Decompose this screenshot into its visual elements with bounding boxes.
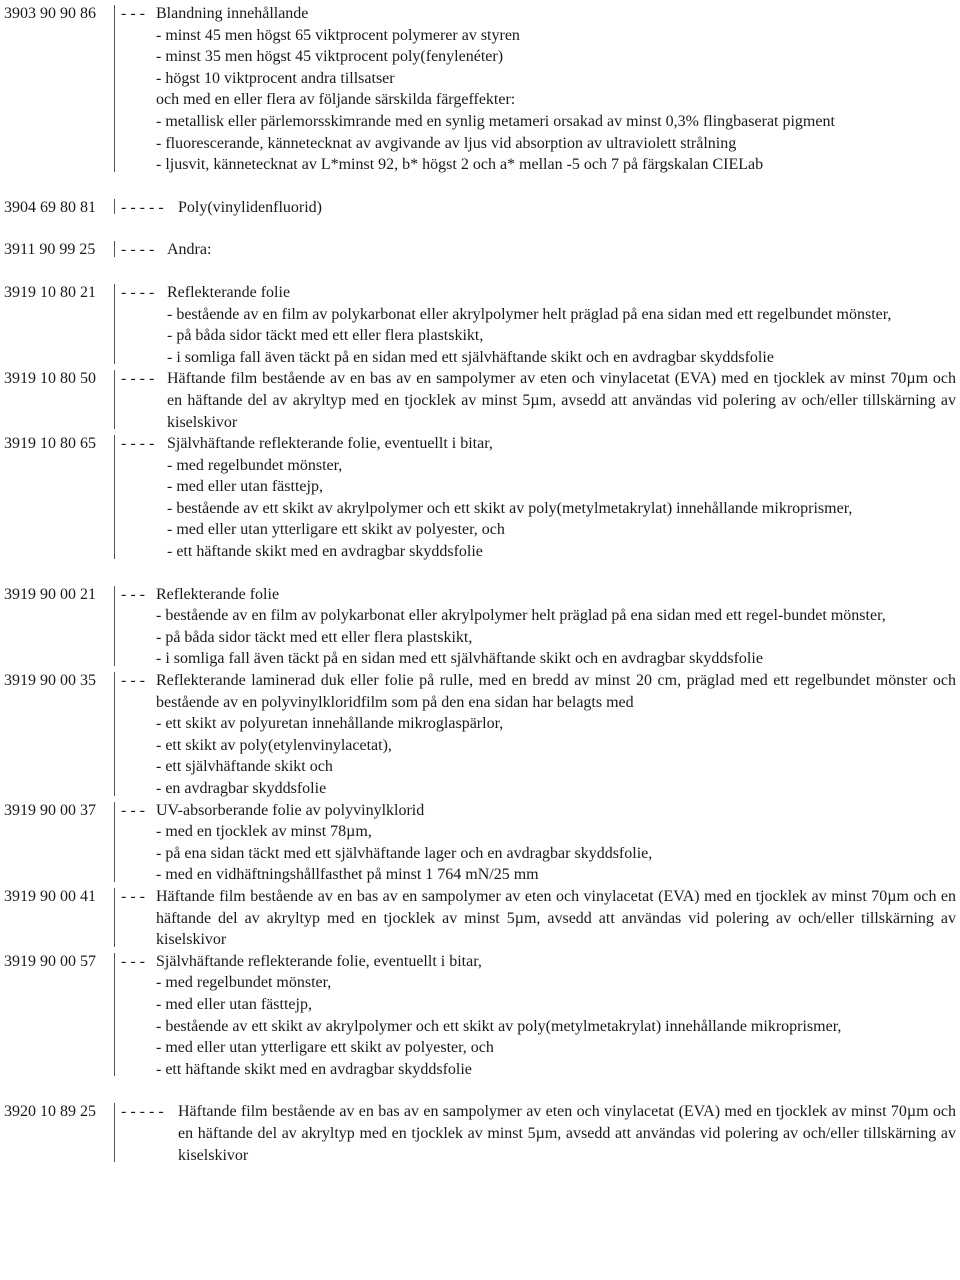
description [167, 368, 956, 433]
description [156, 800, 956, 886]
description [167, 239, 956, 261]
spacer [0, 218, 960, 239]
tariff-entry [0, 197, 960, 219]
description-line: - minst 45 men högst 65 viktprocent polymerer av styren [156, 26, 520, 44]
spacer [0, 1080, 960, 1101]
description-line: - i somliga fall även täckt på en sidan med ett självhäftande skikt och en avdragbar skyddsfolie [156, 650, 763, 668]
cn-code: 3919 90 00 41 [4, 887, 96, 905]
spacer [0, 176, 960, 197]
description-line: - med eller utan fästtejp, [156, 995, 312, 1013]
description-line: - med en vidhäftningshållfasthet på minst 1 764 mN/25 mm [156, 866, 539, 884]
tariff-entry [0, 951, 960, 1081]
cn-code: 3919 90 00 21 [4, 585, 96, 603]
description-line: - metallisk eller pärlemorsskimrande med en synlig metameri orsakad av minst 0,3% flingbaserat pigment [156, 112, 835, 130]
description-heading: Självhäftande reflekterande folie, eventuellt i bitar, [167, 435, 493, 453]
description-line: - bestående av en film av polykarbonat eller akrylpolymer helt präglad på ena sidan med ett regelbundet mönster, [167, 305, 892, 323]
description [167, 433, 956, 563]
entry-content [115, 239, 960, 261]
description-heading: Reflekterande laminerad duk eller folie på rulle, med en bredd av minst 20 cm, präglad med ett regelbundet mönster och bestående av en polyvinylkloridfilm som på den ena sidan har belagts med [156, 672, 956, 711]
entry-content [115, 282, 960, 368]
description-line: - med regelbundet mönster, [167, 456, 343, 474]
description-line: - minst 35 men högst 45 viktprocent poly(fenylenéter) [156, 48, 504, 66]
description-heading: Poly(vinylidenfluorid) [178, 198, 322, 216]
description-heading: Reflekterande folie [156, 585, 280, 603]
entry-content [115, 3, 960, 176]
description-heading: Häftande film bestående av en bas av en sampolymer av eten och vinylacetat (EVA) med en tjocklek av minst 70µm och en häftande del av akryltyp med en tjocklek av minst 5µm, avsedd att användas vid polering av och/eller tillskärning av kiselskivor [178, 1103, 956, 1164]
tariff-entry [0, 670, 960, 800]
description-line: - ett häftande skikt med en avdragbar skyddsfolie [167, 543, 483, 561]
cn-code: 3919 90 00 35 [4, 672, 96, 690]
entry-content [115, 951, 960, 1081]
description [178, 197, 956, 219]
entry-content [115, 368, 960, 433]
cn-code: 3919 10 80 65 [4, 435, 96, 453]
description [156, 3, 956, 176]
cn-code: 3920 10 89 25 [4, 1103, 96, 1121]
description-heading: Andra: [167, 241, 212, 259]
description [156, 951, 956, 1081]
indent-dashes: - - - - [121, 241, 155, 259]
description-line: - en avdragbar skyddsfolie [156, 780, 327, 797]
indent-dashes: - - - [121, 952, 145, 970]
indent-dashes: - - - - [121, 370, 155, 388]
tariff-entry [0, 3, 960, 176]
tariff-entry [0, 433, 960, 563]
description-line: - ljusvit, kännetecknat av L*minst 92, b* högst 2 och a* mellan -5 och 7 på färgskalan CIELab [156, 156, 764, 174]
indent-dashes: - - - [121, 5, 145, 22]
tariff-entry [0, 886, 960, 951]
tariff-entry [0, 239, 960, 261]
description-line: - ett skikt av polyuretan innehållande mikroglaspärlor, [156, 715, 504, 733]
entry-content [115, 800, 960, 886]
tariff-entry [0, 368, 960, 433]
description-line: och med en eller flera av följande särskilda färgeffekter: [156, 91, 516, 109]
description-line: - ett häftande skikt med en avdragbar skyddsfolie [156, 1060, 472, 1078]
cn-code: 3903 90 90 86 [4, 5, 96, 22]
indent-dashes: - - - - - [121, 1103, 164, 1121]
description-heading: Reflekterande folie [167, 283, 291, 301]
entry-content [115, 1101, 960, 1166]
cn-code: 3919 10 80 21 [4, 283, 96, 301]
cn-code: 3911 90 99 25 [4, 241, 96, 259]
description-line: - fluorescerande, kännetecknat av avgivande av ljus vid absorption av ultraviolett strålning [156, 134, 737, 152]
indent-dashes: - - - [121, 672, 145, 690]
cn-code: 3919 10 80 50 [4, 370, 96, 388]
description-line: - ett självhäftande skikt och [156, 758, 333, 776]
cn-code: 3919 90 00 57 [4, 952, 96, 970]
description [156, 886, 956, 951]
description [156, 584, 956, 670]
description-line: - med en tjocklek av minst 78µm, [156, 823, 372, 841]
indent-dashes: - - - - [121, 283, 155, 301]
description-line: - med eller utan ytterligare ett skikt av polyester, och [167, 521, 505, 539]
indent-dashes: - - - - - [121, 198, 164, 216]
entry-content [115, 886, 960, 951]
description-heading: Häftande film bestående av en bas av en sampolymer av eten och vinylacetat (EVA) med en tjocklek av minst 70µm och en häftande del av akryltyp med en tjocklek av minst 5µm, avsedd att användas vid polering av och/eller tillskärning av kiselskivor [167, 370, 956, 431]
tariff-entry [0, 282, 960, 368]
indent-dashes: - - - [121, 887, 145, 905]
cn-code: 3904 69 80 81 [4, 198, 96, 216]
description-heading: Blandning innehållande [156, 5, 309, 22]
description-line: - på båda sidor täckt med ett eller flera plastskikt, [156, 628, 473, 646]
description-line: - bestående av ett skikt av akrylpolymer och ett skikt av poly(metylmetakrylat) innehållande mikroprismer, [156, 1017, 842, 1035]
description [156, 670, 956, 800]
description-line: - med regelbundet mönster, [156, 974, 332, 992]
description-line: - i somliga fall även täckt på en sidan med ett självhäftande skikt och en avdragbar skyddsfolie [167, 348, 774, 366]
description-line: - med eller utan fästtejp, [167, 478, 323, 496]
description-line: - med eller utan ytterligare ett skikt av polyester, och [156, 1039, 494, 1057]
spacer [0, 563, 960, 584]
description-line: - högst 10 viktprocent andra tillsatser [156, 69, 395, 87]
description-line: - ett skikt av poly(etylenvinylacetat), [156, 736, 392, 754]
entry-content [115, 584, 960, 670]
entry-content [115, 433, 960, 563]
description-line: - bestående av en film av polykarbonat eller akrylpolymer helt präglad på ena sidan med ett regel-bundet mönster, [156, 607, 886, 625]
description-line: - på båda sidor täckt med ett eller flera plastskikt, [167, 327, 484, 345]
tariff-entry [0, 800, 960, 886]
description-line: - på ena sidan täckt med ett självhäftande lager och en avdragbar skyddsfolie, [156, 844, 653, 862]
tariff-code-list [0, 3, 960, 1166]
indent-dashes: - - - [121, 801, 145, 819]
entry-content [115, 670, 960, 800]
description-heading: Häftande film bestående av en bas av en sampolymer av eten och vinylacetat (EVA) med en tjocklek av minst 70µm och en häftande del av akryltyp med en tjocklek av minst 5µm, avsedd att användas vid polering av och/eller tillskärning av kiselskivor [156, 887, 956, 949]
entry-content [115, 197, 960, 219]
description [167, 282, 956, 368]
tariff-entry [0, 584, 960, 670]
tariff-entry [0, 1101, 960, 1166]
description-heading: UV-absorberande folie av polyvinylklorid [156, 801, 425, 819]
description-heading: Självhäftande reflekterande folie, eventuellt i bitar, [156, 952, 482, 970]
description [178, 1101, 956, 1166]
indent-dashes: - - - - [121, 435, 155, 453]
indent-dashes: - - - [121, 585, 145, 603]
cn-code: 3919 90 00 37 [4, 801, 96, 819]
description-line: - bestående av ett skikt av akrylpolymer och ett skikt av poly(metylmetakrylat) innehållande mikroprismer, [167, 499, 853, 517]
spacer [0, 261, 960, 282]
